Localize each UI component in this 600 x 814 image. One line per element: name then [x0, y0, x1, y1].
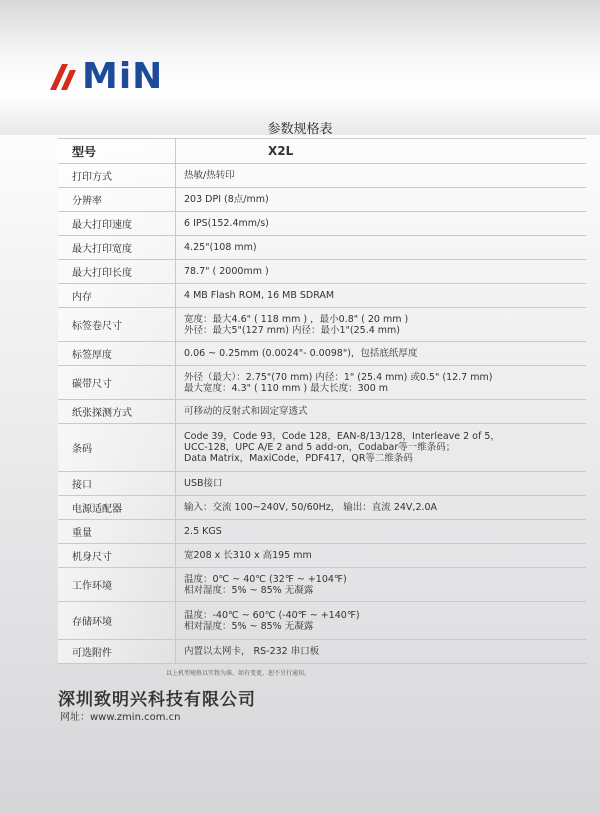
spec-label: 碳带尺寸: [58, 366, 176, 399]
spec-table: [58, 138, 586, 664]
spec-value-line: 外径（最大）：2.75"(70 mm) 内径：1" (25.4 mm) 或0.5" (12.7 mm): [184, 371, 493, 383]
spec-value-line: 203 DPI (8点/mm): [184, 194, 269, 205]
spec-value-line: 最大宽度：4.3" ( 110 mm ) 最大长度：300 m: [184, 382, 389, 394]
spec-value-line: 78.7" ( 2000mm ): [184, 266, 269, 277]
spec-value: [176, 640, 586, 663]
spec-row: [58, 366, 586, 400]
spec-value-line: 内置以太网卡， RS-232 串口板: [184, 646, 320, 657]
spec-value-line: 温度：0℃ ~ 40℃ (32℉ ~ +104℉): [184, 573, 347, 585]
spec-value: [176, 400, 586, 423]
brand-name: MiN: [82, 56, 164, 97]
spec-value-line: 可移动的反射式和固定穿透式: [184, 406, 308, 417]
spec-value-line: 4.25"(108 mm): [184, 242, 257, 253]
logo-mark-icon: [48, 62, 78, 92]
spec-value-line: 2.5 KGS: [184, 526, 222, 537]
spec-label: 最大打印速度: [58, 212, 176, 235]
spec-row: [58, 212, 586, 236]
spec-value-line: 相对湿度：5% ~ 85% 无凝露: [184, 620, 314, 632]
spec-row: [58, 400, 586, 424]
spec-value: [176, 544, 586, 567]
spec-value: [176, 308, 586, 341]
spec-row: [58, 164, 586, 188]
spec-label: 最大打印长度: [58, 260, 176, 283]
spec-row: [58, 496, 586, 520]
spec-value: [176, 568, 586, 601]
spec-row: [58, 188, 586, 212]
spec-row: [58, 602, 586, 640]
spec-label: 分辨率: [58, 188, 176, 211]
spec-row: [58, 520, 586, 544]
spec-value: [176, 236, 586, 259]
spec-value-line: Code 39，Code 93，Code 128，EAN-8/13/128，Interleave 2 of 5，: [184, 431, 500, 442]
spec-label: 内存: [58, 284, 176, 307]
spec-label: 可选附件: [58, 640, 176, 663]
spec-value: [176, 139, 586, 163]
spec-row: [58, 424, 586, 472]
spec-value-line: 输入：交流 100~240V, 50/60Hz， 输出：直流 24V,2.0A: [184, 502, 438, 513]
spec-value-line: 温度：-40℃ ~ 60℃ (-40℉ ~ +140℉): [184, 609, 360, 621]
spec-value-line: USB接口: [184, 478, 223, 489]
spec-value-line: Data Matrix，MaxiCode，PDF417，QR等二维条码: [184, 453, 413, 464]
spec-label: 最大打印宽度: [58, 236, 176, 259]
spec-label: 工作环境: [58, 568, 176, 601]
spec-label: 型号: [58, 139, 176, 163]
page-title: 参数规格表: [267, 122, 333, 137]
spec-value-line: 宽208 x 长310 x 高195 mm: [184, 550, 312, 561]
company-name: 深圳致明兴科技有限公司: [58, 690, 256, 710]
spec-value-line: 相对湿度：5% ~ 85% 无凝露: [184, 584, 314, 596]
spec-row: [58, 640, 586, 664]
spec-value-line: 外径：最大5"(127 mm) 内径：最小1"(25.4 mm): [184, 324, 401, 336]
spec-row: [58, 472, 586, 496]
spec-value: [176, 342, 586, 365]
spec-row: [58, 544, 586, 568]
spec-label: 重量: [58, 520, 176, 543]
spec-label: 标签卷尺寸: [58, 308, 176, 341]
spec-value: [176, 520, 586, 543]
spec-value-line: UCC-128，UPC A/E 2 and 5 add-on，Codabar等一维条码；: [184, 442, 456, 453]
spec-value: [176, 602, 586, 639]
spec-label: 标签厚度: [58, 342, 176, 365]
disclaimer-note: 以上机型规格以实物为准，如有变更，恕不另行通知。: [166, 670, 311, 677]
spec-value: [176, 260, 586, 283]
spec-row: [58, 308, 586, 342]
spec-value-line: 4 MB Flash ROM, 16 MB SDRAM: [184, 290, 335, 301]
spec-value-line: X2L: [268, 143, 294, 158]
spec-value-line: 热敏/热转印: [184, 170, 235, 181]
spec-row: [58, 138, 586, 164]
spec-label: 机身尺寸: [58, 544, 176, 567]
spec-value-line: 宽度：最大4.6" ( 118 mm ) ，最小0.8" ( 20 mm ): [184, 313, 409, 325]
spec-value-line: 6 IPS(152.4mm/s): [184, 218, 269, 229]
spec-label: 打印方式: [58, 164, 176, 187]
spec-row: [58, 236, 586, 260]
spec-value-line: 0.06 ~ 0.25mm (0.0024"- 0.0098")，包括底纸厚度: [184, 348, 418, 359]
spec-value: [176, 472, 586, 495]
spec-value: [176, 496, 586, 519]
spec-row: [58, 568, 586, 602]
spec-label: 存储环境: [58, 602, 176, 639]
spec-row: [58, 260, 586, 284]
spec-value: [176, 424, 586, 471]
website-line: 网址：www.zmin.com.cn: [60, 712, 181, 723]
spec-value: [176, 284, 586, 307]
spec-label: 接口: [58, 472, 176, 495]
spec-row: [58, 284, 586, 308]
spec-row: [58, 342, 586, 366]
spec-label: 条码: [58, 424, 176, 471]
spec-value: [176, 164, 586, 187]
spec-value: [176, 212, 586, 235]
spec-label: 纸张探测方式: [58, 400, 176, 423]
spec-label: 电源适配器: [58, 496, 176, 519]
spec-value: [176, 366, 586, 399]
spec-value: [176, 188, 586, 211]
brand-logo: [48, 57, 163, 97]
